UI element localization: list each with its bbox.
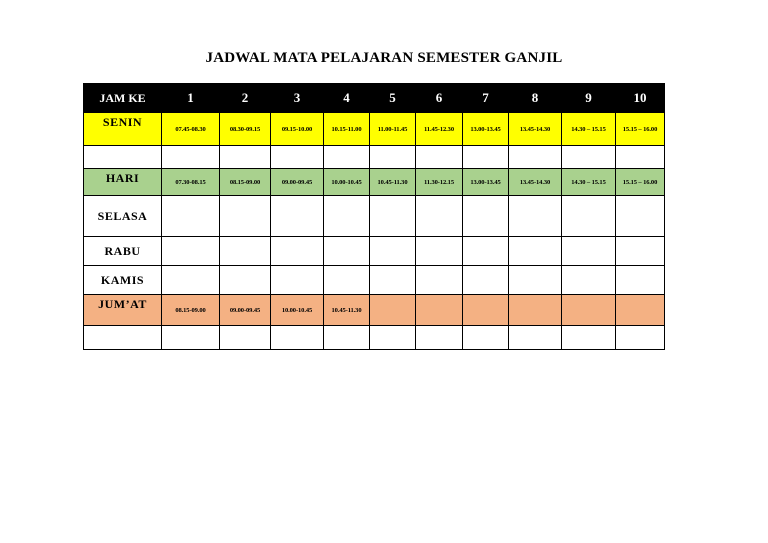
kamis-row [84,266,665,295]
day-label-selasa: SELASA [84,196,162,237]
empty-cell [324,326,370,350]
time-cell: 10.45-11.30 [324,295,370,326]
empty-cell [162,326,220,350]
page-title: JADWAL MATA PELAJARAN SEMESTER GANJIL [205,50,563,66]
time-cell: 07.30-08.15 [162,169,220,196]
empty-cell [370,146,416,169]
empty-cell [509,266,562,295]
empty-cell [271,326,324,350]
empty-cell [616,266,665,295]
header-row [84,84,665,113]
header-cell-period: 1 [162,84,220,113]
empty-cell [370,266,416,295]
time-cell: 10.00-10.45 [271,295,324,326]
empty-cell [220,326,271,350]
time-cell: 13.00-13.45 [463,113,509,146]
empty-cell [416,146,463,169]
empty-cell [370,196,416,237]
day-label-rabu: RABU [84,237,162,266]
time-cell: 11.45-12.30 [416,113,463,146]
empty-cell [162,196,220,237]
empty-cell [220,237,271,266]
empty-cell [324,266,370,295]
time-cell [562,295,616,326]
time-cell: 15.15 – 16.00 [616,169,665,196]
empty-cell [509,196,562,237]
empty-cell [162,266,220,295]
time-cell [509,295,562,326]
empty-cell [271,237,324,266]
empty-row [84,326,665,350]
empty-cell [84,146,162,169]
empty-cell [562,196,616,237]
empty-cell [162,146,220,169]
header-cell-period: 2 [220,84,271,113]
empty-cell [271,196,324,237]
empty-cell [616,196,665,237]
empty-cell [271,146,324,169]
time-cell: 10.45-11.30 [370,169,416,196]
empty-cell [324,146,370,169]
empty-cell [463,237,509,266]
header-cell-period: 10 [616,84,665,113]
header-cell-period: 4 [324,84,370,113]
selasa-row [84,196,665,237]
empty-cell [416,266,463,295]
header-cell-period: 3 [271,84,324,113]
day-label-kamis: KAMIS [84,266,162,295]
time-cell: 14.30 – 15.15 [562,113,616,146]
empty-cell [416,196,463,237]
empty-cell [324,237,370,266]
empty-cell [162,237,220,266]
empty-cell [616,326,665,350]
time-cell: 13.00-13.45 [463,169,509,196]
header-cell-period: 7 [463,84,509,113]
time-cell: 09.00-09.45 [220,295,271,326]
header-cell-period: 5 [370,84,416,113]
schedule-table [83,83,665,350]
empty-cell [416,326,463,350]
empty-cell [562,266,616,295]
empty-cell [463,326,509,350]
jumat-row [84,295,665,326]
day-label-senin: SENIN [84,113,162,146]
time-cell: 11.00-11.45 [370,113,416,146]
empty-cell [509,326,562,350]
empty-cell [616,237,665,266]
empty-row [84,146,665,169]
time-cell: 08.30-09.15 [220,113,271,146]
empty-cell [463,146,509,169]
empty-cell [562,237,616,266]
empty-cell [324,196,370,237]
empty-cell [416,237,463,266]
empty-cell [509,146,562,169]
time-cell [463,295,509,326]
time-cell [416,295,463,326]
empty-cell [84,326,162,350]
day-label-jumat: JUM’AT [84,295,162,326]
senin-row [84,113,665,146]
header-cell-period: 8 [509,84,562,113]
time-cell: 13.45-14.30 [509,113,562,146]
rabu-row [84,237,665,266]
time-cell [370,295,416,326]
empty-cell [509,237,562,266]
time-cell: 08.15-09.00 [162,295,220,326]
empty-cell [220,146,271,169]
empty-cell [562,146,616,169]
time-cell: 15.15 – 16.00 [616,113,665,146]
header-cell-period: 6 [416,84,463,113]
empty-cell [220,196,271,237]
empty-cell [370,326,416,350]
time-cell: 09.00-09.45 [271,169,324,196]
hari-row [84,169,665,196]
time-cell: 14.30 – 15.15 [562,169,616,196]
time-cell: 13.45-14.30 [509,169,562,196]
time-cell: 08.15-09.00 [220,169,271,196]
time-cell: 11.30-12.15 [416,169,463,196]
time-cell: 10.15-11.00 [324,113,370,146]
time-cell: 10.00-10.45 [324,169,370,196]
day-label-hari: HARI [84,169,162,196]
time-cell [616,295,665,326]
time-cell: 07.45-08.30 [162,113,220,146]
empty-cell [463,196,509,237]
header-cell-label: JAM KE [84,84,162,113]
empty-cell [562,326,616,350]
empty-cell [616,146,665,169]
empty-cell [370,237,416,266]
empty-cell [220,266,271,295]
empty-cell [271,266,324,295]
header-cell-period: 9 [562,84,616,113]
empty-cell [463,266,509,295]
time-cell: 09.15-10.00 [271,113,324,146]
